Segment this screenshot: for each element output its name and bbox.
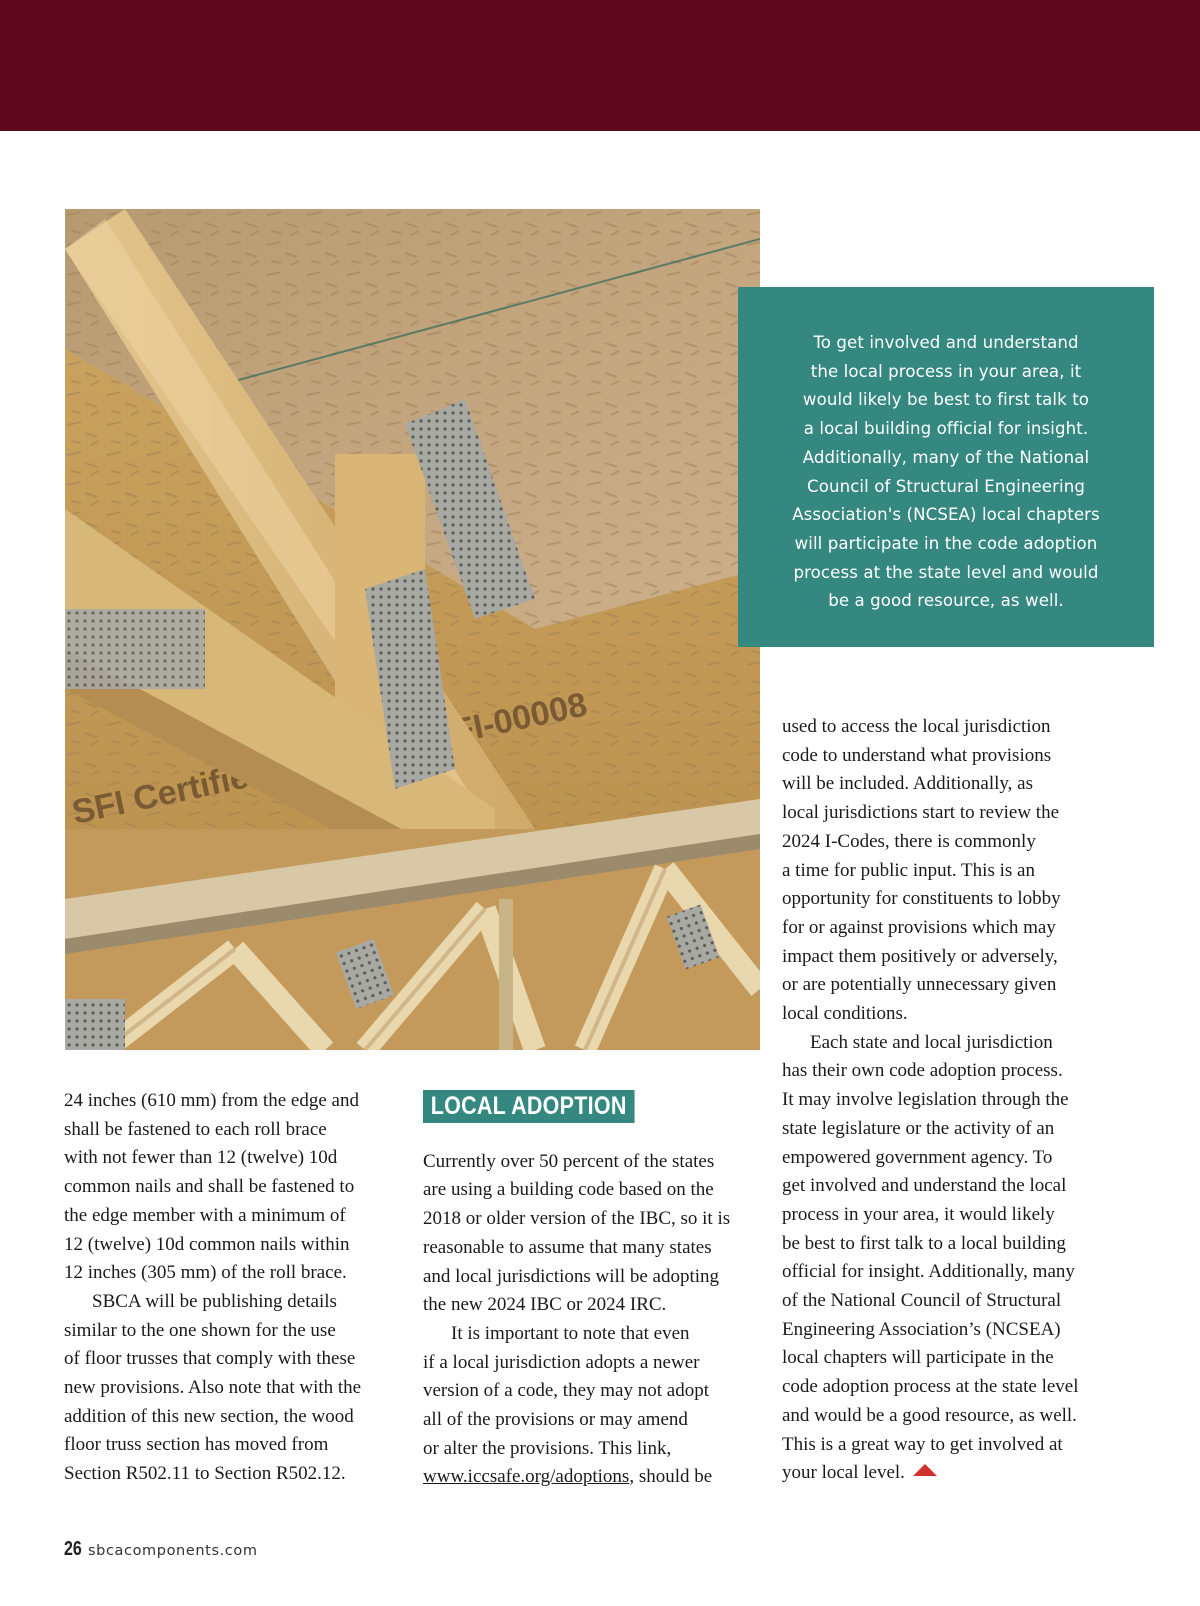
text-line: your local level.: [782, 1462, 905, 1484]
callout-line: would likely be best to first talk to: [802, 390, 1090, 410]
text-line: shall be fastened to each roll brace: [64, 1118, 327, 1140]
text-line: state legislature or the activity of an: [782, 1117, 1055, 1139]
paragraph: [64, 1288, 409, 1489]
callout-line: the local process in your area, it: [810, 361, 1082, 381]
text-line: code to understand what provisions: [782, 744, 1052, 766]
callout-line: will participate in the code adoption: [794, 533, 1098, 553]
text-line: or are potentially unnecessary given: [782, 974, 1057, 996]
paragraph: [782, 1029, 1132, 1488]
text-line: new provisions. Also note that with the: [64, 1377, 362, 1399]
text-line: and would be a good resource, as well.: [782, 1404, 1077, 1426]
end-of-article-icon: [913, 1464, 937, 1476]
text-line: for or against provisions which may: [782, 916, 1056, 938]
paragraph: [423, 1320, 768, 1492]
callout-line: Additionally, many of the National: [802, 447, 1090, 467]
callout-line: be a good resource, as well.: [828, 591, 1064, 611]
text-line: Each state and local jurisdiction: [810, 1031, 1053, 1053]
text-line: be best to first talk to a local building: [782, 1232, 1066, 1254]
text-line: 2024 I-Codes, there is commonly: [782, 830, 1036, 852]
text-line: local conditions.: [782, 1003, 908, 1025]
text-line: with not fewer than 12 (twelve) 10d: [64, 1147, 338, 1169]
callout-line: a local building official for insight.: [803, 419, 1089, 439]
text-line: 12 inches (305 mm) of the roll brace.: [64, 1262, 347, 1284]
text-line: reasonable to assume that many states: [423, 1236, 712, 1258]
text-line: This is a great way to get involved at: [782, 1433, 1063, 1455]
text-line: It may involve legislation through the: [782, 1089, 1069, 1111]
text-line: the edge member with a minimum of: [64, 1204, 346, 1226]
text-line: all of the provisions or may amend: [423, 1409, 688, 1431]
text-line: has their own code adoption process.: [782, 1060, 1063, 1082]
column-2: [423, 1087, 768, 1492]
text-line: 12 (twelve) 10d common nails within: [64, 1233, 350, 1255]
callout-line: Council of Structural Engineering: [807, 476, 1085, 496]
text-line: Section R502.11 to Section R502.12.: [64, 1463, 346, 1485]
text-line: local chapters will participate in the: [782, 1347, 1054, 1369]
text-line: 2018 or older version of the IBC, so it is: [423, 1208, 731, 1230]
text-line: Currently over 50 percent of the states: [423, 1150, 715, 1172]
column-3: [782, 713, 1132, 1488]
text-line: It is important to note that even: [451, 1322, 690, 1344]
text-line: Engineering Association’s (NCSEA): [782, 1318, 1061, 1340]
adoptions-link[interactable]: www.iccsafe.org/adoptions: [423, 1466, 630, 1488]
paragraph: [423, 1148, 768, 1320]
text-line: official for insight. Additionally, many: [782, 1261, 1075, 1283]
text-line: of floor trusses that comply with these: [64, 1348, 356, 1370]
text-line: are using a building code based on the: [423, 1179, 714, 1201]
callout-line: Association's (NCSEA) local chapters: [792, 505, 1100, 525]
text-line: of the National Council of Structural: [782, 1290, 1062, 1312]
text-line: used to access the local jurisdiction: [782, 716, 1051, 737]
text-line: or alter the provisions. This link,: [423, 1437, 672, 1459]
text-line: code adoption process at the state level: [782, 1376, 1079, 1398]
text-line: a time for public input. This is an: [782, 859, 1035, 881]
page-number: 26: [64, 1538, 82, 1560]
footer-site: sbcacomponents.com: [88, 1543, 258, 1559]
text-line: process in your area, it would likely: [782, 1203, 1055, 1225]
text-line: SBCA will be publishing details: [92, 1290, 337, 1312]
text-line: addition of this new section, the wood: [64, 1405, 354, 1427]
sfi-stamp: SFI Certified SFI-00008: [68, 685, 591, 832]
text-line: common nails and shall be fastened to: [64, 1176, 355, 1198]
text-line: version of a code, they may not adopt: [423, 1380, 709, 1402]
text-line: local jurisdictions start to review the: [782, 802, 1060, 824]
truss-photo: [65, 209, 760, 1050]
text-line: impact them positively or adversely,: [782, 945, 1058, 967]
text-line: will be included. Additionally, as: [782, 773, 1034, 795]
callout-line: To get involved and understand: [813, 333, 1079, 352]
text-line: floor truss section has moved from: [64, 1434, 329, 1456]
truss-photo-illustration: [65, 209, 760, 1050]
paragraph: [782, 713, 1132, 1029]
paragraph: [64, 1087, 409, 1288]
top-color-band: [0, 0, 1200, 131]
text-line: , should be: [629, 1466, 713, 1488]
text-line: if a local jurisdiction adopts a newer: [423, 1351, 700, 1373]
text-line: the new 2024 IBC or 2024 IRC.: [423, 1294, 667, 1316]
column-1: [64, 1087, 409, 1489]
page-footer: [64, 1538, 258, 1561]
text-line: and local jurisdictions will be adopting: [423, 1265, 720, 1287]
section-heading: LOCAL ADOPTION: [423, 1090, 634, 1123]
text-line: get involved and understand the local: [782, 1175, 1067, 1197]
callout-line: process at the state level and would: [793, 562, 1099, 582]
text-line: opportunity for constituents to lobby: [782, 888, 1061, 910]
text-line: similar to the one shown for the use: [64, 1319, 336, 1341]
text-line: empowered government agency. To: [782, 1146, 1053, 1168]
pull-quote-callout: [738, 287, 1154, 647]
text-line: 24 inches (610 mm) from the edge and: [64, 1090, 359, 1111]
